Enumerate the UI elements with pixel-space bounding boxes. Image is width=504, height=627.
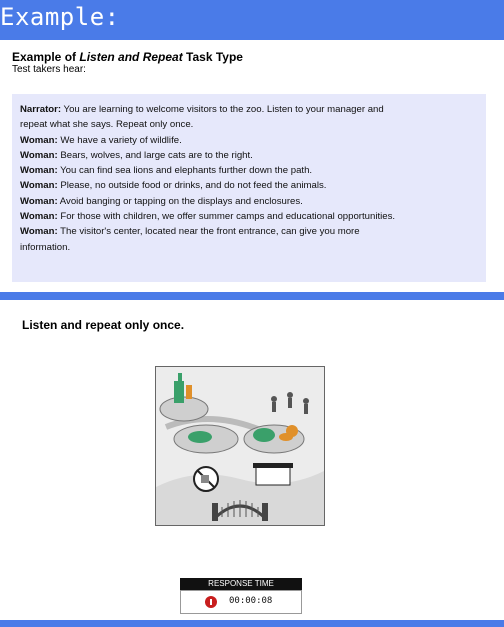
speaker-label: Woman: — [20, 149, 58, 161]
line-text: For those with children, we offer summer camps and educational opportunities. — [57, 211, 396, 223]
transcript-line — [20, 133, 480, 148]
task-title — [12, 50, 243, 64]
transcript-lines — [20, 102, 480, 255]
response-time-widget — [180, 578, 302, 614]
speaker-label: Woman: — [20, 226, 58, 238]
speaker-label: Woman: — [20, 180, 58, 192]
line-text: Bears, wolves, and large cats are to the right. — [57, 149, 253, 161]
transcript-line — [20, 178, 480, 193]
line-text: You can find sea lions and elephants further down the path. — [57, 165, 313, 177]
section-divider — [0, 292, 504, 300]
transcript-line — [20, 240, 480, 255]
transcript-line — [20, 209, 480, 224]
speaker-label: Narrator: — [20, 104, 62, 115]
task-title-italic: Listen and Repeat — [79, 50, 183, 64]
zoo-scene-icon — [156, 367, 324, 525]
bottom-border — [0, 620, 504, 627]
speaker-label: Woman: — [20, 165, 58, 177]
task-title-prefix: Example of — [12, 50, 80, 64]
line-text: repeat what she says. Repeat only once. — [20, 119, 194, 131]
line-text: Avoid banging or tapping on the displays and enclosures. — [57, 195, 303, 207]
speaker-label: Woman: — [20, 195, 58, 207]
line-text: Please, no outside food or drinks, and do not feed the animals. — [57, 180, 327, 192]
transcript-line — [20, 102, 480, 117]
task-title-suffix: Task Type — [182, 50, 243, 64]
transcript-line — [20, 163, 480, 178]
line-text: We have a variety of wildlife. — [57, 134, 182, 146]
banner-title: Example: — [0, 3, 120, 31]
transcript-line — [20, 224, 480, 239]
stop-record-icon[interactable] — [205, 596, 217, 608]
line-text: You are learning to welcome visitors to the zoo. Listen to your manager and — [61, 104, 384, 115]
response-time-body — [180, 590, 302, 614]
transcript-line — [20, 117, 480, 132]
line-text: information. — [20, 241, 71, 253]
transcript-line — [20, 148, 480, 163]
response-time-label: RESPONSE TIME — [180, 578, 302, 590]
speaker-label: Woman: — [20, 211, 58, 223]
speaker-label: Woman: — [20, 134, 58, 146]
zoo-illustration — [155, 366, 325, 526]
response-time-value: 00:00:08 — [229, 596, 273, 606]
transcript-box — [12, 94, 486, 282]
transcript-line — [20, 194, 480, 209]
example-banner — [0, 0, 504, 40]
task-subtitle: Test takers hear: — [12, 64, 86, 75]
instruction-text: Listen and repeat only once. — [22, 318, 185, 332]
line-text: The visitor's center, located near the front entrance, can give you more — [57, 226, 360, 238]
